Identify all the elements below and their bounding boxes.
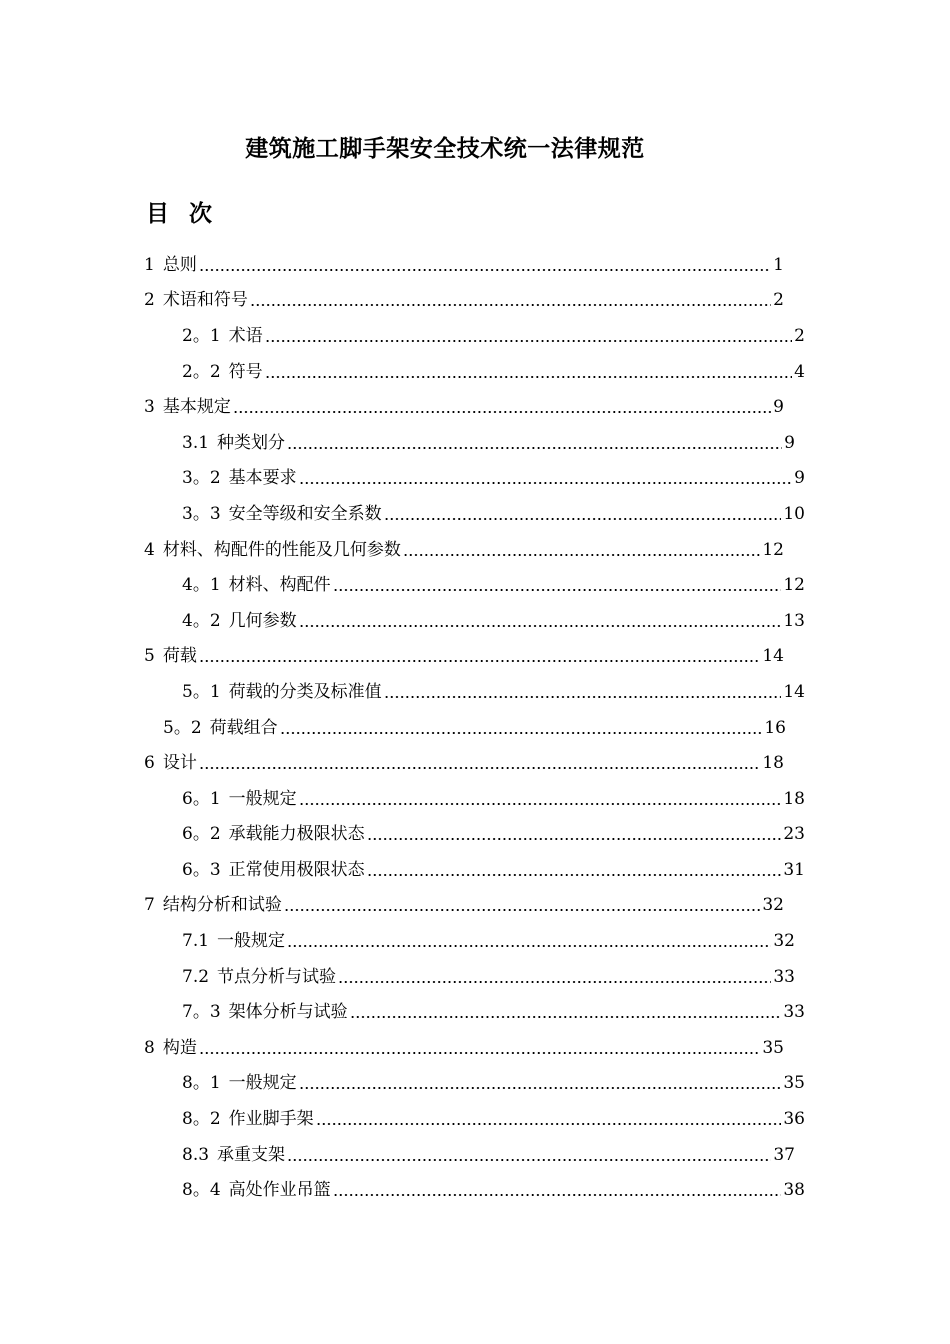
toc-entry-number: 7.1 bbox=[182, 931, 210, 952]
toc-entry[interactable] bbox=[182, 496, 805, 532]
toc-entry-title: 安全等级和安全系数 bbox=[228, 503, 382, 524]
dot-leader bbox=[199, 1038, 761, 1058]
toc-entry-title: 种类划分 bbox=[217, 432, 286, 453]
toc-entry-page: 14 bbox=[783, 681, 805, 702]
toc-heading: 目 次 bbox=[146, 200, 219, 227]
toc-entry-number: 8.3 bbox=[182, 1144, 210, 1165]
toc-entry-page: 14 bbox=[762, 646, 784, 667]
toc-entry-page: 33 bbox=[773, 966, 795, 987]
toc-entry[interactable] bbox=[144, 639, 784, 675]
toc-entry-title: 高处作业吊篮 bbox=[228, 1180, 331, 1201]
toc-entry-title: 承重支架 bbox=[217, 1144, 286, 1165]
dot-leader bbox=[299, 468, 793, 488]
toc-entry[interactable] bbox=[182, 781, 805, 817]
dot-leader bbox=[338, 967, 771, 987]
toc-entry-page: 33 bbox=[783, 1002, 805, 1023]
toc-entry-page: 37 bbox=[773, 1144, 795, 1165]
toc-entry-number: 7.2 bbox=[182, 966, 210, 987]
toc-entry-number: 6。2 bbox=[182, 824, 221, 845]
toc-entry-title: 荷载的分类及标准值 bbox=[228, 681, 382, 702]
toc-entry-page: 18 bbox=[783, 788, 805, 809]
toc-entry[interactable] bbox=[144, 389, 784, 425]
toc-entry[interactable] bbox=[182, 1172, 805, 1208]
dot-leader bbox=[287, 931, 771, 951]
toc-entry-number: 8 bbox=[144, 1037, 155, 1058]
toc-entry-number: 6。3 bbox=[182, 859, 221, 880]
toc-entry-number: 6 bbox=[144, 753, 155, 774]
dot-leader bbox=[250, 290, 771, 310]
dot-leader bbox=[350, 1002, 782, 1022]
toc-entry-title: 作业脚手架 bbox=[228, 1109, 314, 1130]
toc-entry-page: 16 bbox=[764, 717, 786, 738]
toc-entry-page: 10 bbox=[783, 503, 805, 524]
dot-leader bbox=[384, 682, 782, 702]
toc-entry[interactable] bbox=[182, 354, 805, 390]
toc-entry-title: 结构分析和试验 bbox=[162, 895, 282, 916]
toc-entry-page: 23 bbox=[783, 824, 805, 845]
toc-entry-title: 承载能力极限状态 bbox=[228, 824, 365, 845]
toc-entry[interactable] bbox=[182, 817, 805, 853]
toc-entry[interactable] bbox=[182, 567, 805, 603]
toc-entry-title: 荷载 bbox=[162, 646, 197, 667]
dot-leader bbox=[333, 575, 782, 595]
toc-entry-number: 3。2 bbox=[182, 468, 221, 489]
toc-entry-page: 2 bbox=[794, 325, 805, 346]
toc-entry-title: 架体分析与试验 bbox=[228, 1002, 348, 1023]
toc-entry-number: 5。1 bbox=[182, 681, 221, 702]
dot-leader bbox=[199, 753, 761, 773]
toc-entry-number: 3.1 bbox=[182, 432, 210, 453]
toc-entry-page: 31 bbox=[783, 859, 805, 880]
document-title: 建筑施工脚手架安全技术统一法律规范 bbox=[245, 135, 645, 162]
toc-entry-page: 1 bbox=[773, 254, 784, 275]
toc-entry-number: 2。1 bbox=[182, 325, 221, 346]
toc-entry-number: 1 bbox=[144, 254, 155, 275]
toc-entry-title: 符号 bbox=[228, 361, 263, 382]
toc-entry-title: 设计 bbox=[162, 753, 197, 774]
toc-entry[interactable] bbox=[182, 1101, 805, 1137]
toc-entry-number: 4。2 bbox=[182, 610, 221, 631]
toc-entry[interactable] bbox=[144, 1030, 784, 1066]
toc-entry[interactable] bbox=[144, 532, 784, 568]
toc-entry[interactable] bbox=[163, 710, 786, 746]
toc-entry-page: 9 bbox=[784, 432, 795, 453]
toc-entry-title: 构造 bbox=[162, 1037, 197, 1058]
dot-leader bbox=[299, 789, 782, 809]
toc-entry-title: 基本要求 bbox=[228, 468, 297, 489]
toc-entry-page: 12 bbox=[762, 539, 784, 560]
toc-entry-title: 一般规定 bbox=[228, 1073, 297, 1094]
dot-leader bbox=[265, 362, 793, 382]
dot-leader bbox=[199, 255, 771, 275]
toc-entry[interactable] bbox=[182, 994, 805, 1030]
dot-leader bbox=[233, 397, 771, 417]
table-of-contents bbox=[0, 247, 950, 1208]
dot-leader bbox=[333, 1180, 782, 1200]
toc-entry[interactable] bbox=[182, 318, 805, 354]
toc-entry-number: 7。3 bbox=[182, 1002, 221, 1023]
toc-entry-number: 6。1 bbox=[182, 788, 221, 809]
toc-entry[interactable] bbox=[144, 888, 784, 924]
toc-entry-page: 38 bbox=[783, 1180, 805, 1201]
dot-leader bbox=[367, 824, 782, 844]
toc-entry-number: 2 bbox=[144, 290, 155, 311]
toc-entry-number: 4 bbox=[144, 539, 155, 560]
toc-entry-page: 35 bbox=[783, 1073, 805, 1094]
toc-entry[interactable] bbox=[182, 603, 805, 639]
dot-leader bbox=[280, 718, 763, 738]
dot-leader bbox=[284, 895, 761, 915]
toc-entry-page: 35 bbox=[762, 1037, 784, 1058]
dot-leader bbox=[367, 860, 782, 880]
toc-entry[interactable] bbox=[182, 674, 805, 710]
toc-entry-title: 总则 bbox=[162, 254, 197, 275]
toc-entry-number: 5。2 bbox=[163, 717, 202, 738]
toc-entry-page: 4 bbox=[794, 361, 805, 382]
toc-entry-title: 材料、构配件 bbox=[228, 575, 331, 596]
toc-entry-page: 13 bbox=[783, 610, 805, 631]
toc-entry[interactable] bbox=[182, 1066, 805, 1102]
toc-entry[interactable] bbox=[182, 852, 805, 888]
dot-leader bbox=[265, 326, 793, 346]
toc-entry[interactable] bbox=[144, 745, 784, 781]
toc-entry-number: 8。4 bbox=[182, 1180, 221, 1201]
toc-entry-number: 5 bbox=[144, 646, 155, 667]
dot-leader bbox=[384, 504, 782, 524]
dot-leader bbox=[316, 1109, 782, 1129]
toc-entry-title: 术语和符号 bbox=[162, 290, 248, 311]
toc-entry-page: 36 bbox=[783, 1109, 805, 1130]
toc-entry[interactable] bbox=[182, 1137, 795, 1173]
toc-entry[interactable] bbox=[182, 959, 795, 995]
toc-entry-title: 一般规定 bbox=[217, 931, 286, 952]
toc-entry-title: 基本规定 bbox=[162, 397, 231, 418]
toc-entry[interactable] bbox=[182, 425, 795, 461]
toc-entry-title: 一般规定 bbox=[228, 788, 297, 809]
toc-entry-number: 7 bbox=[144, 895, 155, 916]
toc-entry-page: 12 bbox=[783, 575, 805, 596]
toc-entry-title: 术语 bbox=[228, 325, 263, 346]
toc-entry-title: 材料、构配件的性能及几何参数 bbox=[162, 539, 401, 560]
toc-entry-title: 正常使用极限状态 bbox=[228, 859, 365, 880]
toc-entry-title: 节点分析与试验 bbox=[217, 966, 337, 987]
toc-entry-title: 几何参数 bbox=[228, 610, 297, 631]
dot-leader bbox=[299, 1073, 782, 1093]
toc-entry[interactable] bbox=[182, 923, 795, 959]
dot-leader bbox=[199, 646, 761, 666]
toc-entry-number: 2。2 bbox=[182, 361, 221, 382]
dot-leader bbox=[287, 433, 782, 453]
toc-entry-number: 3。3 bbox=[182, 503, 221, 524]
toc-entry[interactable] bbox=[144, 283, 784, 319]
toc-entry-title: 荷载组合 bbox=[209, 717, 278, 738]
dot-leader bbox=[299, 611, 782, 631]
toc-entry-page: 2 bbox=[773, 290, 784, 311]
toc-entry-page: 18 bbox=[762, 753, 784, 774]
toc-entry-number: 8。2 bbox=[182, 1109, 221, 1130]
dot-leader bbox=[287, 1145, 771, 1165]
toc-entry-number: 3 bbox=[144, 397, 155, 418]
toc-entry-number: 8。1 bbox=[182, 1073, 221, 1094]
toc-entry-page: 9 bbox=[794, 468, 805, 489]
toc-entry-number: 4。1 bbox=[182, 575, 221, 596]
toc-entry-page: 9 bbox=[773, 397, 784, 418]
toc-entry-page: 32 bbox=[773, 931, 795, 952]
toc-entry-page: 32 bbox=[762, 895, 784, 916]
toc-entry[interactable] bbox=[144, 247, 784, 283]
toc-entry[interactable] bbox=[182, 461, 805, 497]
dot-leader bbox=[403, 540, 761, 560]
